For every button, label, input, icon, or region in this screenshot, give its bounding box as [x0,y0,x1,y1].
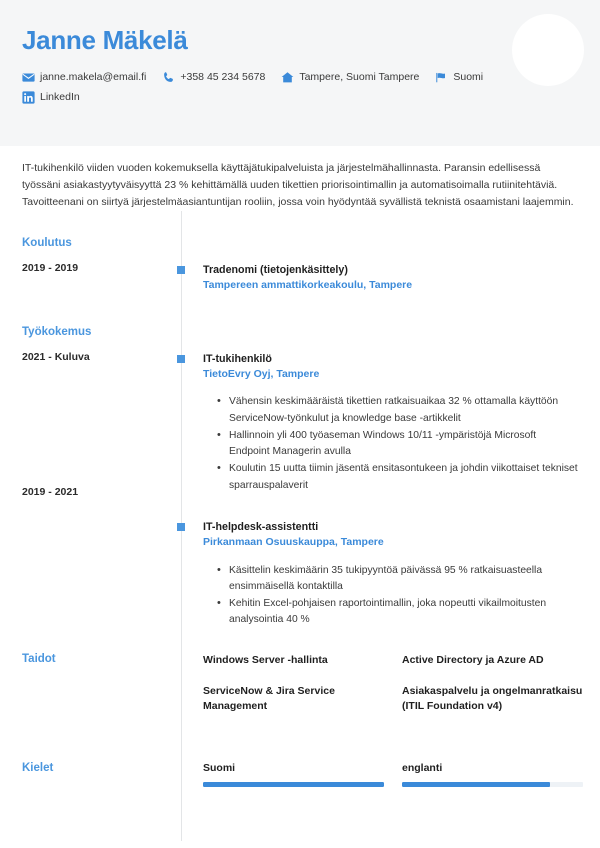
skills-grid [203,653,600,731]
language-level-fill [402,782,550,787]
contact-nationality-label: Suomi [453,71,484,84]
languages-section [0,762,600,787]
education-left-column [22,237,181,276]
language-name: Suomi [203,762,236,775]
experience-dates-0: 2021 - Kuluva [22,350,90,363]
contact-location-label: Tampere, Suomi Tampere [299,71,420,84]
contact-phone[interactable] [162,71,265,84]
languages-grid [203,762,600,787]
skill-item: ServiceNow & Jira Service Management [203,684,335,713]
skill-item: Windows Server -hallinta [203,653,328,666]
linkedin-icon [22,91,35,104]
experience-dates-1: 2019 - 2021 [22,486,79,499]
contact-email-label: janne.makela@email.fi [40,71,147,84]
skills-section [0,653,600,731]
skills-column-2 [402,653,600,731]
list-item: • Käsittelin keskimäärin 35 tukipyyntöä päivässä 95 % ratkaisuasteella ensimmäisellä kontaktilla [229,563,578,596]
experience-section-label: Työkokemus [22,325,92,338]
experience-entry-1 [203,520,578,629]
language-level-fill [203,782,384,787]
experience-left-column [22,326,181,500]
contact-linkedin-label: LinkedIn [40,91,80,104]
language-level-track [203,782,384,787]
timeline-marker-icon [177,355,185,363]
skills-column-1 [203,653,402,731]
list-item: • Vähensin keskimääräistä tikettien ratkaisuaikaa 32 % ottamalla käyttöön ServiceNow-työnkulut ja knowledge base -artikkelit [229,394,578,427]
languages-left-column [22,762,181,787]
skills-right-column [181,653,600,731]
language-name: englanti [402,762,443,775]
summary-text: IT-tukihenkilö viiden vuoden kokemuksella käyttäjätukipalveluista ja järjestelmähallinnasta. Paransin edellisessä työssäni asiakastyytyväisyyttä 23 % kehittämällä uuden tikettien priorisointimallin ja automatisoimalla rutiinitehtäviä. Tavoitteenani on siirtyä järjestelmäasiantuntijan rooliin, jossa voin hyödyntää syvällistä teknistä osaamistani laajemmin. [22,162,574,208]
avatar [512,14,584,86]
education-section-label: Koulutus [22,237,72,249]
experience-right-column [181,326,578,631]
skill-item: Asiakaspalvelu ja ongelmanratkaisu (ITIL Foundation v4) [402,684,583,713]
education-entry [203,263,578,294]
contact-linkedin[interactable] [22,91,80,104]
experience-company-1: Pirkanmaan Osuuskauppa, Tampere [203,536,384,549]
envelope-icon [22,71,35,84]
resume-header [0,0,600,146]
languages-section-label: Kielet [22,762,54,775]
education-school: Tampereen ammattikorkeakoulu, Tampere [203,279,413,292]
education-degree: Tradenomi (tietojenkäsittely) [203,264,348,276]
summary-section [0,146,600,211]
contact-phone-label: +358 45 234 5678 [180,71,266,84]
phone-icon [162,71,175,84]
skill-item: Active Directory ja Azure AD [402,653,544,666]
experience-bullets-0 [203,394,578,494]
experience-company-0: TietoEvry Oyj, Tampere [203,368,320,381]
list-item: • Koulutin 15 uutta tiimin jäsentä ensitasontukeen ja johdin viikottaiset tekniset sparrauspalaverit [229,461,578,494]
language-item [402,762,600,787]
page-title: Janne Mäkelä [22,25,188,55]
resume-body [0,211,600,787]
experience-section [0,326,600,631]
contact-row-secondary [22,91,578,104]
skills-section-label: Taidot [22,652,56,665]
language-level-track [402,782,583,787]
timeline-marker-icon [177,266,185,274]
education-right-column [181,237,578,296]
education-dates: 2019 - 2019 [22,262,79,274]
experience-entry-0 [203,352,578,494]
experience-bullets-1 [203,563,578,629]
list-item: • Kehitin Excel-pohjaisen raportointimallin, joka nopeutti vikailmoitusten analysointia 40 % [229,596,578,629]
timeline-marker-icon [177,523,185,531]
list-item: • Hallinnoin yli 400 työaseman Windows 10/11 -ympäristöjä Microsoft Endpoint Managerin avulla [229,428,578,461]
contact-email[interactable] [22,71,146,84]
experience-title-0: IT-tukihenkilö [203,352,272,365]
skills-left-column [22,653,181,678]
experience-title-1: IT-helpdesk-assistentti [203,520,319,533]
home-icon [281,71,294,84]
flag-icon [435,71,448,84]
languages-right-column [181,762,600,787]
contact-row-primary [22,71,578,84]
contact-location [281,71,419,84]
language-item [203,762,402,787]
education-section [0,237,600,296]
contact-nationality [435,71,483,84]
contact-block [22,71,578,104]
